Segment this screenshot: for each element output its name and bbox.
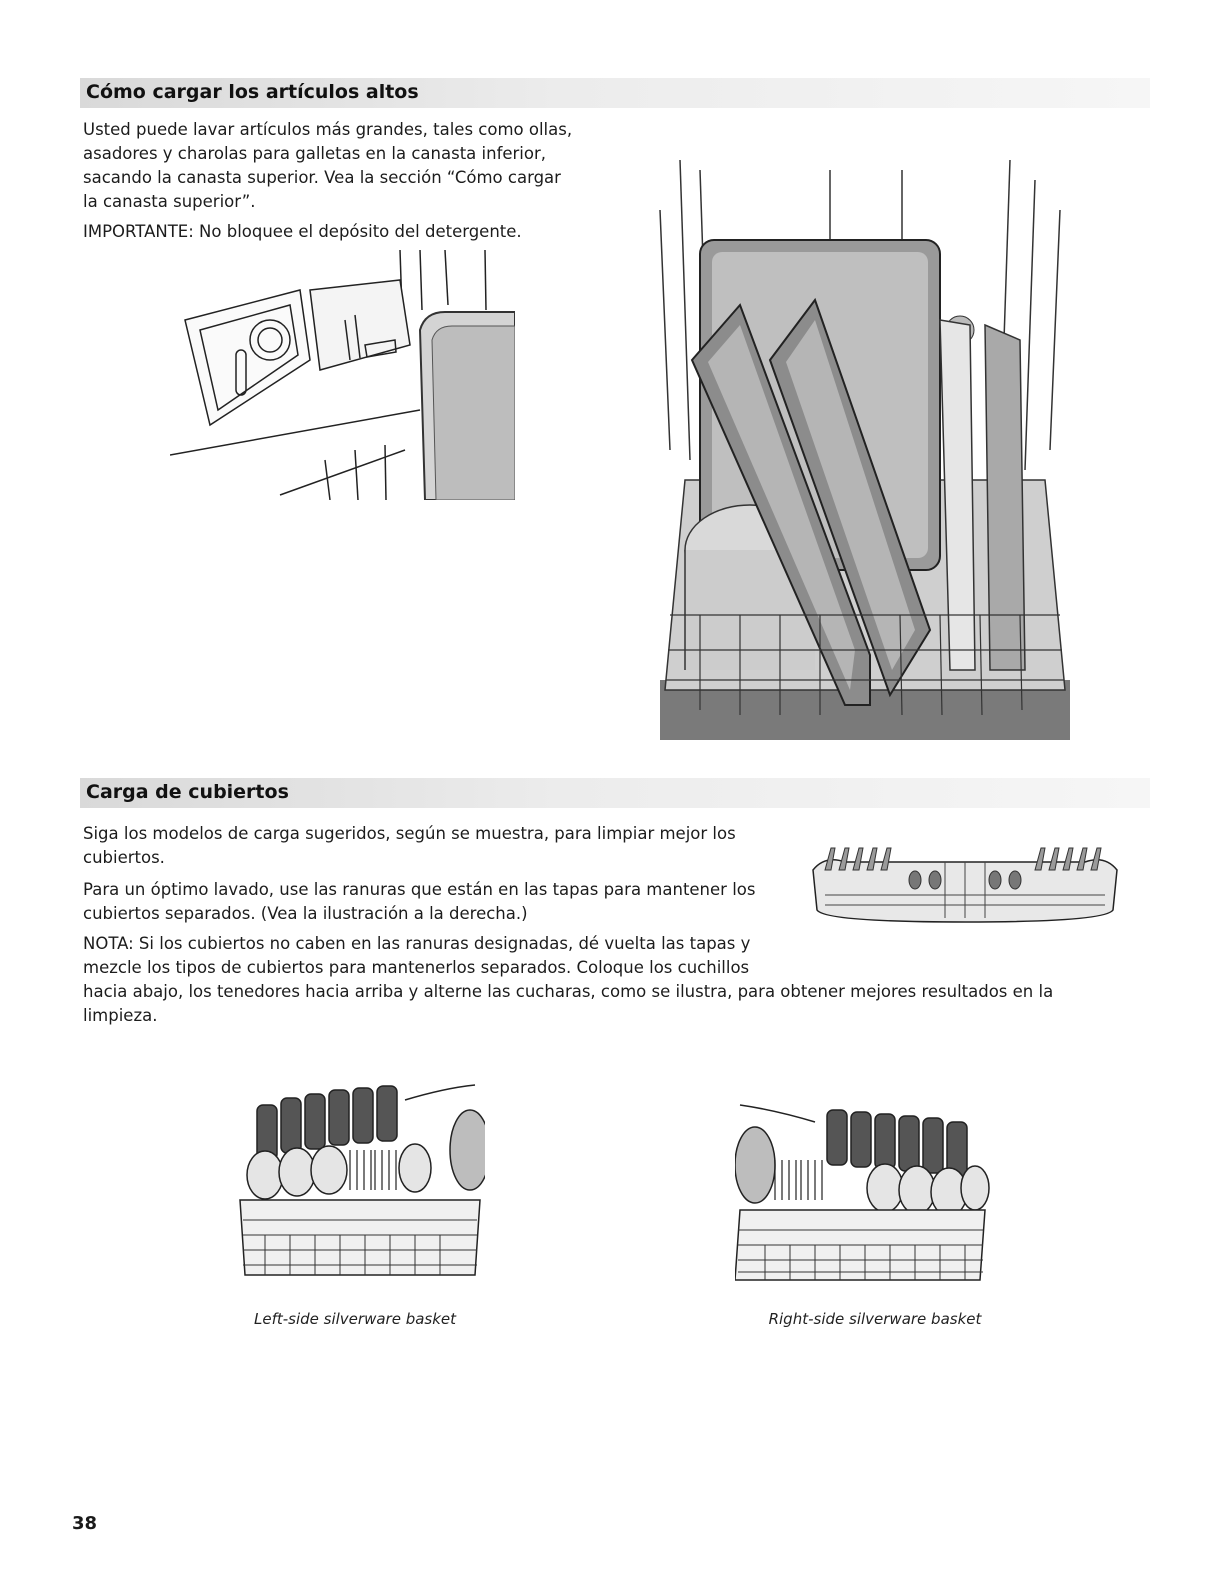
text-line: Usted puede lavar artículos más grandes, tales como ollas, — [83, 120, 573, 139]
text-line: hacia abajo, los tenedores hacia arriba y alterne las cucharas, como se ilustra, para obtener mejores resultados en la — [83, 982, 1054, 1001]
text-line: NOTA: Si los cubiertos no caben en las ranuras designadas, dé vuelta las tapas y — [83, 934, 751, 953]
detergent-dispenser-illustration — [170, 250, 515, 500]
text-line: Para un óptimo lavado, use las ranuras que están en las tapas para mantener los — [83, 880, 756, 899]
text-line: mezcle los tipos de cubiertos para mantenerlos separados. Coloque los cuchillos — [83, 958, 750, 977]
section-header-silverware — [80, 778, 1150, 808]
lower-rack-tall-items-illustration — [640, 150, 1090, 740]
silverware-para-2 — [83, 878, 755, 926]
section-header-tall-items — [80, 78, 1150, 108]
important-note: IMPORTANTE: No bloquee el depósito del detergente. — [83, 222, 522, 241]
silverware-para-1 — [83, 822, 736, 870]
text-line: Siga los modelos de carga sugeridos, según se muestra, para limpiar mejor los — [83, 824, 736, 843]
text-line: limpieza. — [83, 1006, 158, 1025]
right-silverware-basket-illustration — [735, 1100, 995, 1285]
silverware-basket-overview-illustration — [805, 840, 1125, 925]
section-title: Cómo cargar los artículos altos — [86, 81, 419, 103]
text-line: cubiertos. — [83, 848, 165, 867]
text-line: la canasta superior”. — [83, 192, 256, 211]
text-line: cubiertos separados. (Vea la ilustración a la derecha.) — [83, 904, 528, 923]
page-number: 38 — [72, 1513, 98, 1534]
text-line: sacando la canasta superior. Vea la sección “Cómo cargar — [83, 168, 561, 187]
left-basket-caption: Left-side silverware basket — [253, 1310, 457, 1328]
right-basket-caption: Right-side silverware basket — [768, 1310, 982, 1328]
text-line: asadores y charolas para galletas en la canasta inferior, — [83, 144, 547, 163]
silverware-note — [83, 932, 1143, 1028]
section-title: Carga de cubiertos — [86, 781, 289, 803]
tall-items-paragraph — [83, 118, 572, 244]
left-silverware-basket-illustration — [225, 1080, 485, 1280]
